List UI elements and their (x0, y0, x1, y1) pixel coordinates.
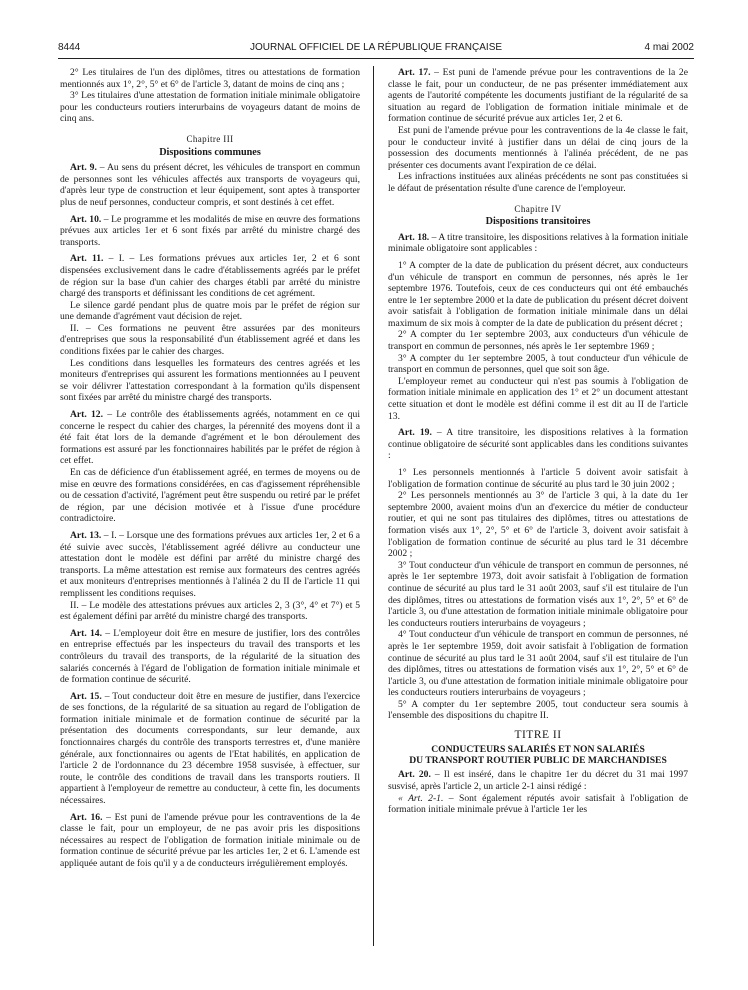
article-label: Art. 10. (70, 213, 102, 225)
paragraph: Les infractions instituées aux alinéas précédents ne sont pas constituées si le défaut de présentation résulte d'une carence de l'employeur. (388, 171, 688, 194)
article-text: – L'employeur doit être en mesure de justifier, lors des contrôles en entreprise effectués par les inspecteurs du travail des transports et les contrôleurs du travail des transports, de la régularité de la situation des salariés concernés à l'égard de l'obligation de formation initiale minimale et de formation continue de sécurité. (60, 627, 361, 686)
article-label: Art. 11. (70, 253, 104, 265)
article-label: Art. 18. (398, 231, 430, 243)
article-label: Art. 14. (70, 627, 102, 639)
paragraph: 4° Tout conducteur d'un véhicule de transport en commun de personnes, né après le 1er septembre 1959, doit avoir satisfait à l'obligation de formation continue de sécurité au plus tard le 31 août 2004, sauf s'il est titulaire de l'un des diplômes, titres ou attestations de formation visés aux 1°, 2°, 5° et 6° de l'article 3, ou d'une attestation de formation initiale minimale obligatoire pour les conducteurs routiers interurbains de voyageurs ; (388, 629, 688, 699)
right-column (388, 67, 688, 816)
issue-date: 4 mai 2002 (644, 42, 694, 53)
article-2-1 (388, 793, 688, 816)
article-text: – A titre transitoire, les dispositions relatives à la formation initiale minimale obligatoire sont applicables : (388, 231, 688, 255)
article-9 (60, 162, 360, 208)
article-text: – I. – Lorsque une des formations prévues aux articles 1er, 2 et 6 a été suivie avec succès, l'établissement agréé délivre au conducteur une attestation dont le modèle est défini par arrêté du ministre chargé des transports. La même attestation est remise aux formateurs des centres agréés et aux moniteurs d'entreprises mentionnés à l'alinéa 2 du II de l'article 11 qui remplissent les conditions requises. (60, 529, 361, 599)
chapter-title: Dispositions communes (159, 146, 261, 158)
article-text: – Tout conducteur doit être en mesure de justifier, dans l'exercice de ses fonctions, de la régularité de sa situation au regard de l'obligation de formation initiale minimale et de formation continue de sécurité par la présentation des documents correspondants, sur leur demande, aux fonctionnaires chargés du contrôle des transports terrestres et, d'une manière générale, aux fonctionnaires ou agents de l'Etat habilités, en application de l'article 2 de l'ordonnance du 23 décembre 1958 susvisée, à effectuer, sur route, le contrôle des conditions de travail dans les transports routiers. Il appartient à l'employeur de remettre au conducteur, à cette fin, les documents nécessaires. (60, 690, 360, 807)
paragraph: L'employeur remet au conducteur qui n'est pas soumis à l'obligation de formation initiale minimale en application des 1° et 2° un document attestant cette situation et dont le modèle est défini comme il est dit au II de l'article 13. (388, 375, 688, 422)
article-11 (60, 253, 360, 299)
article-18 (388, 232, 688, 255)
titre-heading-line: CONDUCTEURS SALARIÉS ET NON SALARIÉS (431, 743, 645, 755)
titre-heading (388, 744, 688, 767)
paragraph: Est puni de l'amende prévue pour les contraventions de la 4e classe le fait, pour le conducteur invité à justifier dans un délai de cinq jours de la possession des documents mentionnés à l'alinéa précédent, de ne pas présenter ces documents avant l'expiration de ce délai. (388, 124, 688, 171)
article-label: Art. 13. (70, 529, 102, 541)
article-13 (60, 530, 360, 600)
article-label: « Art. 2-1. (398, 792, 444, 804)
article-label: Art. 20. (398, 769, 431, 781)
article-19 (388, 427, 688, 462)
page-header (58, 42, 694, 58)
article-label: Art. 16. (70, 811, 103, 823)
article-20 (388, 769, 688, 792)
article-text: – Au sens du présent décret, les véhicules de transport en commun de personnes sont les véhicules affectés aux transports de voyageurs qui, d'après leur type de construction et leur équipement, sont aptes à transporter plus de neuf personnes, conducteur compris, et sont destinés à cet effet. (60, 162, 360, 208)
article-16 (60, 812, 360, 870)
journal-title: JOURNAL OFFICIEL DE LA RÉPUBLIQUE FRANÇAISE (249, 42, 503, 53)
article-label: Art. 12. (70, 409, 103, 421)
article-10 (60, 214, 360, 249)
article-text: – Le contrôle des établissements agréés, notamment en ce qui concerne le respect du cahier des charges, la pérennité des moyens dont il a été fait état lors de la demande d'agrément et le bon déroulement des formations est assuré par les fonctionnaires habilités par le préfet de région à cet effet. (60, 409, 361, 467)
chapter-title: Dispositions transitoires (485, 216, 591, 228)
column-divider (373, 66, 374, 946)
header-rule (58, 58, 694, 59)
page-number: 8444 (58, 42, 81, 53)
titre-heading-line: DU TRANSPORT ROUTIER PUBLIC DE MARCHANDISES (409, 755, 667, 767)
paragraph: 1° Les personnels mentionnés à l'article 5 doivent avoir satisfait à l'obligation de formation continue de sécurité au plus tard le 30 juin 2002 ; (388, 467, 688, 490)
article-text: – Le programme et les modalités de mise en œuvre des formations prévues aux articles 1er et 6 sont fixés par arrêté du ministre chargé des transports. (60, 213, 361, 248)
paragraph: Les conditions dans lesquelles les formateurs des centres agréés et les moniteurs d'entreprises qui assurent les formations mentionnées au I peuvent se voir délivrer l'attestation correspondant à la formation qu'ils dispensent sont fixées par arrêté du ministre chargé des transports. (60, 357, 360, 404)
chapter-label: Chapitre IV (514, 203, 562, 214)
article-label: Art. 9. (70, 162, 97, 174)
article-text: – Il est inséré, dans le chapitre 1er du décret du 31 mai 1997 susvisé, après l'article 2, un article 2-1 ainsi rédigé : (388, 769, 689, 793)
paragraph: 2° Les personnels mentionnés au 3° de l'article 3 qui, à la date du 1er septembre 2000, avaient moins d'un an d'exercice du métier de conducteur routier, et qui ne sont pas titulaires des diplômes, titres ou attestations de formation visés aux 1°, 2°, 5° et 6° de l'article 3, doivent avoir satisfait à l'obligation de formation continue de sécurité au plus tard le 31 décembre 2002 ; (388, 490, 688, 560)
paragraph: 3° A compter du 1er septembre 2005, à tout conducteur d'un véhicule de transport en commun de personnes, quel que soit son âge. (388, 352, 688, 376)
article-15 (60, 691, 360, 807)
paragraph: 5° A compter du 1er septembre 2005, tout conducteur sera soumis à l'ensemble des dispositions du chapitre II. (388, 698, 688, 722)
paragraph: II. – Ces formations ne peuvent être assurées par des moniteurs d'entreprises que sous la responsabilité d'un établissement agréé et dans les conditions fixées par le cahier des charges. (60, 322, 360, 358)
paragraph: En cas de déficience d'un établissement agréé, en termes de moyens ou de mise en œuvre des formations considérées, en cas d'agissement répréhensible ou de cessation d'activité, l'agrément peut être suspendu ou retiré par le préfet de région, par une décision motivée et à l'issue d'une procédure contradictoire. (60, 467, 360, 525)
paragraph: 3° Tout conducteur d'un véhicule de transport en commun de personnes, né après le 1er septembre 1973, doit avoir satisfait à l'obligation de formation continue de sécurité au plus tard le 31 août 2003, sauf s'il est titulaire de l'un des diplômes, titres ou attestations de formation visés aux 1°, 2°, 5° et 6° de l'article 3, ou d'une attestation de formation initiale minimale obligatoire pour les conducteurs routiers interurbains de voyageurs ; (388, 559, 688, 629)
article-label: Art. 19. (398, 427, 432, 439)
article-12 (60, 409, 360, 467)
article-text: – A titre transitoire, les dispositions relatives à la formation continue obligatoire de sécurité sont applicables dans les conditions suivantes : (388, 427, 689, 462)
article-label: Art. 17. (398, 67, 431, 78)
article-text: – Est puni de l'amende prévue pour les contraventions de la 4e classe le fait, pour un employeur, de ne pas avoir pris les dispositions nécessaires au respect de l'obligation de formation initiale minimale ou de formation continue de sécurité prévue par les articles 1er, 2 et 6. L'amende est appliquée autant de fois qu'il y a de conducteurs irrégulièrement employés. (60, 811, 360, 869)
paragraph: 3° Les titulaires d'une attestation de formation initiale minimale obligatoire pour les conducteurs routiers interurbains de voyageurs datant de moins de cinq ans. (60, 90, 360, 125)
article-14 (60, 628, 360, 686)
paragraph: II. – Le modèle des attestations prévues aux articles 2, 3 (3°, 4° et 7°) et 5 est également défini par arrêté du ministre chargé des transports. (60, 599, 360, 623)
left-column (60, 67, 360, 870)
article-text: – Sont également réputés avoir satisfait à l'obligation de formation initiale minimale prévue à l'article 1er les (388, 792, 689, 816)
article-17 (388, 67, 688, 125)
article-text: – Est puni de l'amende prévue pour les contraventions de la 2e classe le fait, pour un conducteur, de ne pas présenter immédiatement aux agents de l'autorité compétente les documents justifiant de la régularité de sa situation au regard de l'obligation de formation initiale minimale et de formation continue de sécurité prévue aux articles 1er, 2 et 6. (388, 67, 688, 125)
paragraph: 2° Les titulaires de l'un des diplômes, titres ou attestations de formation mentionnés aux 1°, 2°, 5° et 6° de l'article 3, datant de moins de cinq ans ; (60, 67, 360, 90)
paragraph: 1° A compter de la date de publication du présent décret, aux conducteurs d'un véhicule de transport en commun de personnes, nés après le 1er septembre 1976. Toutefois, ceux de ces conducteurs qui ont été embauchés entre le 1er septembre 2000 et la date de publication du présent décret doivent avoir satisfait à l'obligation de formation initiale minimale dans un délai maximum de six mois à compter de la date de publication du présent décret ; (388, 259, 688, 329)
article-text: – I. – Les formations prévues aux articles 1er, 2 et 6 sont dispensées exclusivement dans le cadre d'établissements agréés par le préfet de région sur la base d'un cahier des charges établi par arrêté du ministre chargé des transports et définissant les conditions de cet agrément. (60, 253, 361, 300)
chapter-label: Chapitre III (186, 133, 234, 144)
article-label: Art. 15. (70, 690, 102, 702)
paragraph: 2° A compter du 1er septembre 2003, aux conducteurs d'un véhicule de transport en commun de personnes, nés après le 1er septembre 1969 ; (388, 329, 688, 353)
titre-label: TITRE II (514, 729, 562, 742)
paragraph: Le silence gardé pendant plus de quatre mois par le préfet de région sur une demande d'agrément vaut décision de rejet. (60, 299, 360, 323)
